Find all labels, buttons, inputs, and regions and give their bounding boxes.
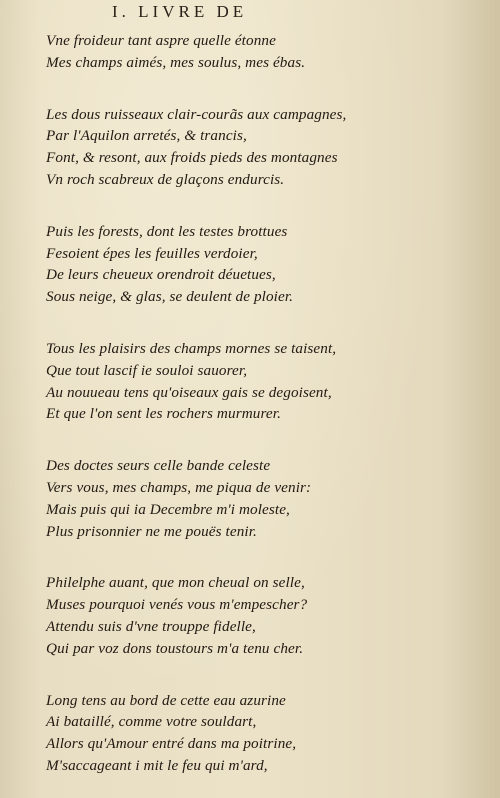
verse-line: Tous les plaisirs des champs mornes se taisent, [46, 339, 337, 357]
verse-line: Mes champs aimés, mes soulus, mes ébas. [46, 53, 306, 71]
verse-line: Qui par voz dons toustours m'a tenu cher. [46, 639, 304, 657]
verse-line: Allors qu'Amour entré dans ma poitrine, [46, 735, 297, 753]
verse-line: Et que l'on sent les rochers murmurer. [46, 405, 281, 423]
verse-line: M'saccageant i mit le feu qui m'ard, [46, 756, 268, 774]
poem [46, 30, 470, 777]
verse-line: Par l'Aquilon arretés, & trancis, [46, 127, 247, 145]
stanza [46, 104, 470, 191]
verse-line: Muses pourquoi venés vous m'empescher? [46, 596, 308, 614]
verse-line: Philelphe auant, que mon cheual on selle, [46, 574, 305, 592]
verse-line: Ai bataillé, comme votre souldart, [46, 713, 257, 731]
verse-line: Font, & resont, aux froids pieds des montagnes [46, 149, 338, 167]
verse-line: Mais puis qui ia Decembre m'i moleste, [46, 500, 290, 518]
running-head: I. LIVRE DE [112, 2, 248, 21]
stanza [46, 30, 470, 74]
verse-line: De leurs cheueux orendroit déuetues, [46, 266, 276, 284]
verse-line: Puis les forests, dont les testes brottues [46, 222, 288, 240]
verse-line: Attendu suis d'vne trouppe fidelle, [46, 617, 256, 635]
verse-line: Plus prisonnier ne me pouës tenir. [46, 522, 257, 540]
verse-line: Des doctes seurs celle bande celeste [46, 457, 271, 475]
verse-line: Fesoient épes les feuilles verdoier, [46, 244, 258, 262]
stanza [46, 338, 470, 425]
verse-line: Vers vous, mes champs, me piqua de venir: [46, 478, 312, 496]
verse-line: Au nouueau tens qu'oiseaux gais se degoisent, [46, 383, 332, 401]
verse-line: Vn roch scabreux de glaçons endurcis. [46, 170, 285, 188]
verse-line: Long tens au bord de cette eau azurine [46, 691, 286, 709]
stanza [46, 572, 470, 659]
verse-line: Sous neige, & glas, se deulent de ploier. [46, 288, 294, 306]
stanza [46, 455, 470, 542]
verse-line: Les dous ruisseaux clair-courãs aux campagnes, [46, 105, 347, 123]
stanza [46, 221, 470, 308]
verse-line: Que tout lascif ie souloi sauorer, [46, 361, 248, 379]
stanza [46, 690, 470, 777]
verse-line: Vne froideur tant aspre quelle étonne [46, 32, 276, 49]
